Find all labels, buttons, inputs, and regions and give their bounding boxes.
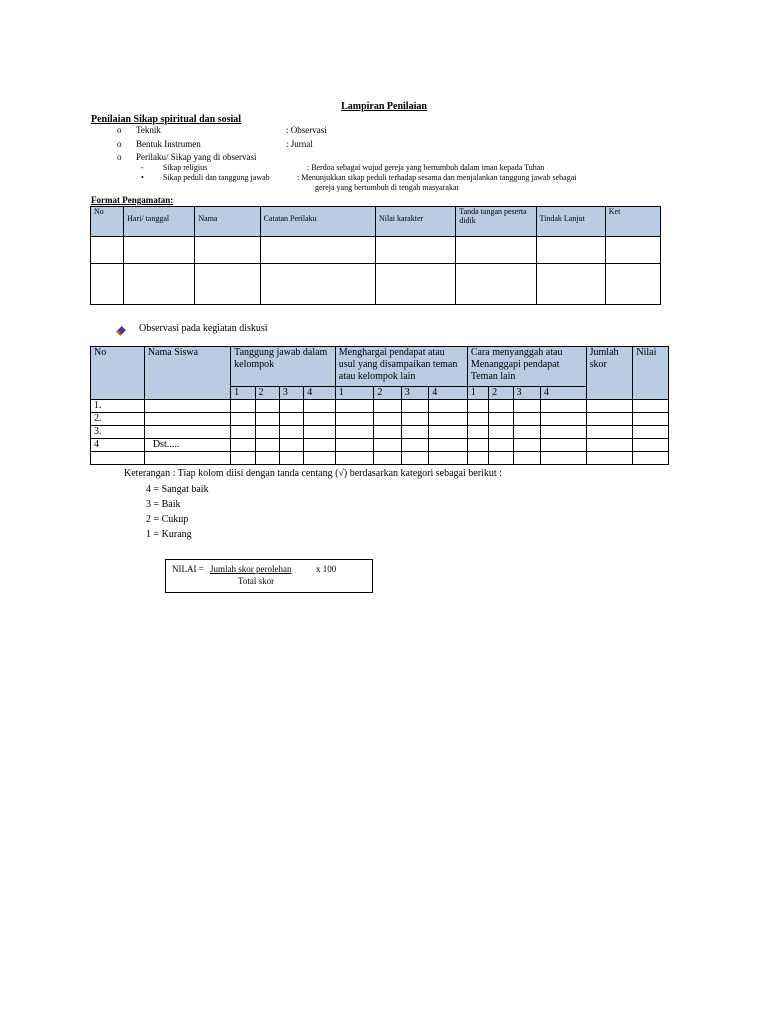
table-row xyxy=(91,452,669,465)
item-label: Bentuk Instrumen xyxy=(136,139,201,149)
observation-journal-table xyxy=(90,206,661,305)
keterangan-text: Keterangan : Tiap kolom diisi dengan tanda centang (√) berdasarkan kategori sebagai berikut : xyxy=(124,468,502,479)
header-no: No xyxy=(91,347,145,400)
header-nilai: Nilai xyxy=(633,347,669,400)
header-cell: Nilai karakter xyxy=(375,207,455,237)
header-cell: Hari/ tanggal xyxy=(124,207,195,237)
item-label: Perilaku/ Sikap yang di observasi xyxy=(136,152,257,162)
score-formula-box xyxy=(165,559,373,593)
scale-item: 1 = Kurang xyxy=(146,529,192,540)
header-cell: Tanda tangan peserta didik xyxy=(456,207,536,237)
header-criterion-1: Tanggung jawab dalam kelompok xyxy=(231,347,336,387)
table-row: 4 Dst..... xyxy=(91,439,669,452)
table-row: 3. xyxy=(91,426,669,439)
score-header: 2 xyxy=(255,387,279,400)
sub-item-label: Sikap religius xyxy=(163,163,208,172)
scale-item: 2 = Cukup xyxy=(146,514,189,525)
sub-item-value-cont: gereja yang bertumbuh di tengah masyarakat xyxy=(315,183,459,192)
sub-item-bullet: - xyxy=(141,163,144,172)
item-bullet: o xyxy=(117,152,122,162)
score-header: 4 xyxy=(540,387,586,400)
header-cell: No xyxy=(91,207,124,237)
page-title: Lampiran Penilaian xyxy=(341,101,427,112)
score-header: 3 xyxy=(279,387,303,400)
header-jumlah: Jumlah skor xyxy=(586,347,633,400)
sub-item-value: : Berdoa sebagai wujud gereja yang bertumbuh dalam iman kepada Tuhan xyxy=(307,163,545,172)
item-bullet: o xyxy=(117,139,122,149)
discussion-observation-table xyxy=(90,346,669,465)
header-cell: Ket xyxy=(605,207,660,237)
score-header: 2 xyxy=(489,387,513,400)
item-bullet: o xyxy=(117,125,122,135)
item-value: : Observasi xyxy=(286,125,327,135)
table-row: 1. xyxy=(91,400,669,413)
score-header: 3 xyxy=(513,387,540,400)
header-criterion-3: Cara menyanggah atau Menanggapi pendapat Teman lain xyxy=(467,347,586,387)
score-header: 1 xyxy=(467,387,488,400)
sub-item-bullet: • xyxy=(141,173,144,182)
scale-item: 3 = Baik xyxy=(146,499,181,510)
header-criterion-2: Menghargai pendapat atau usul yang disampaikan teman atau kelompok lain xyxy=(335,347,467,387)
formula-lhs: NILAI = xyxy=(172,564,204,574)
header-cell: Catatan Perilaku xyxy=(260,207,375,237)
score-header: 1 xyxy=(335,387,374,400)
sub-item-label: Sikap peduli dan tanggung jawab xyxy=(163,173,270,182)
section-title: Penilaian Sikap spiritual dan sosial xyxy=(91,114,242,125)
score-header: 2 xyxy=(374,387,401,400)
formula-times: x 100 xyxy=(316,564,337,574)
formula-denominator: Total skor xyxy=(238,576,275,586)
header-nama: Nama Siswa xyxy=(144,347,230,400)
score-header: 3 xyxy=(401,387,428,400)
score-header: 4 xyxy=(429,387,468,400)
score-header: 1 xyxy=(231,387,255,400)
score-header: 4 xyxy=(304,387,335,400)
observation-title: Observasi pada kegiatan diskusi xyxy=(139,323,268,334)
scale-item: 4 = Sangat baik xyxy=(146,484,209,495)
item-value: : Jurnal xyxy=(286,139,313,149)
format-title: Format Pengamatan: xyxy=(91,195,174,205)
table-row: 2. xyxy=(91,413,669,426)
formula-numerator: Jumlah skor perolehan xyxy=(210,564,292,574)
item-label: Teknik xyxy=(136,125,161,135)
sub-item-value: : Menunjukkan sikap peduli terhadap sesama dan menjalankan tanggung jawab sebagai xyxy=(297,173,577,182)
header-cell: Tindak Lanjut xyxy=(536,207,605,237)
diamond-bullet-icon xyxy=(118,322,124,340)
header-cell: Nama xyxy=(195,207,260,237)
